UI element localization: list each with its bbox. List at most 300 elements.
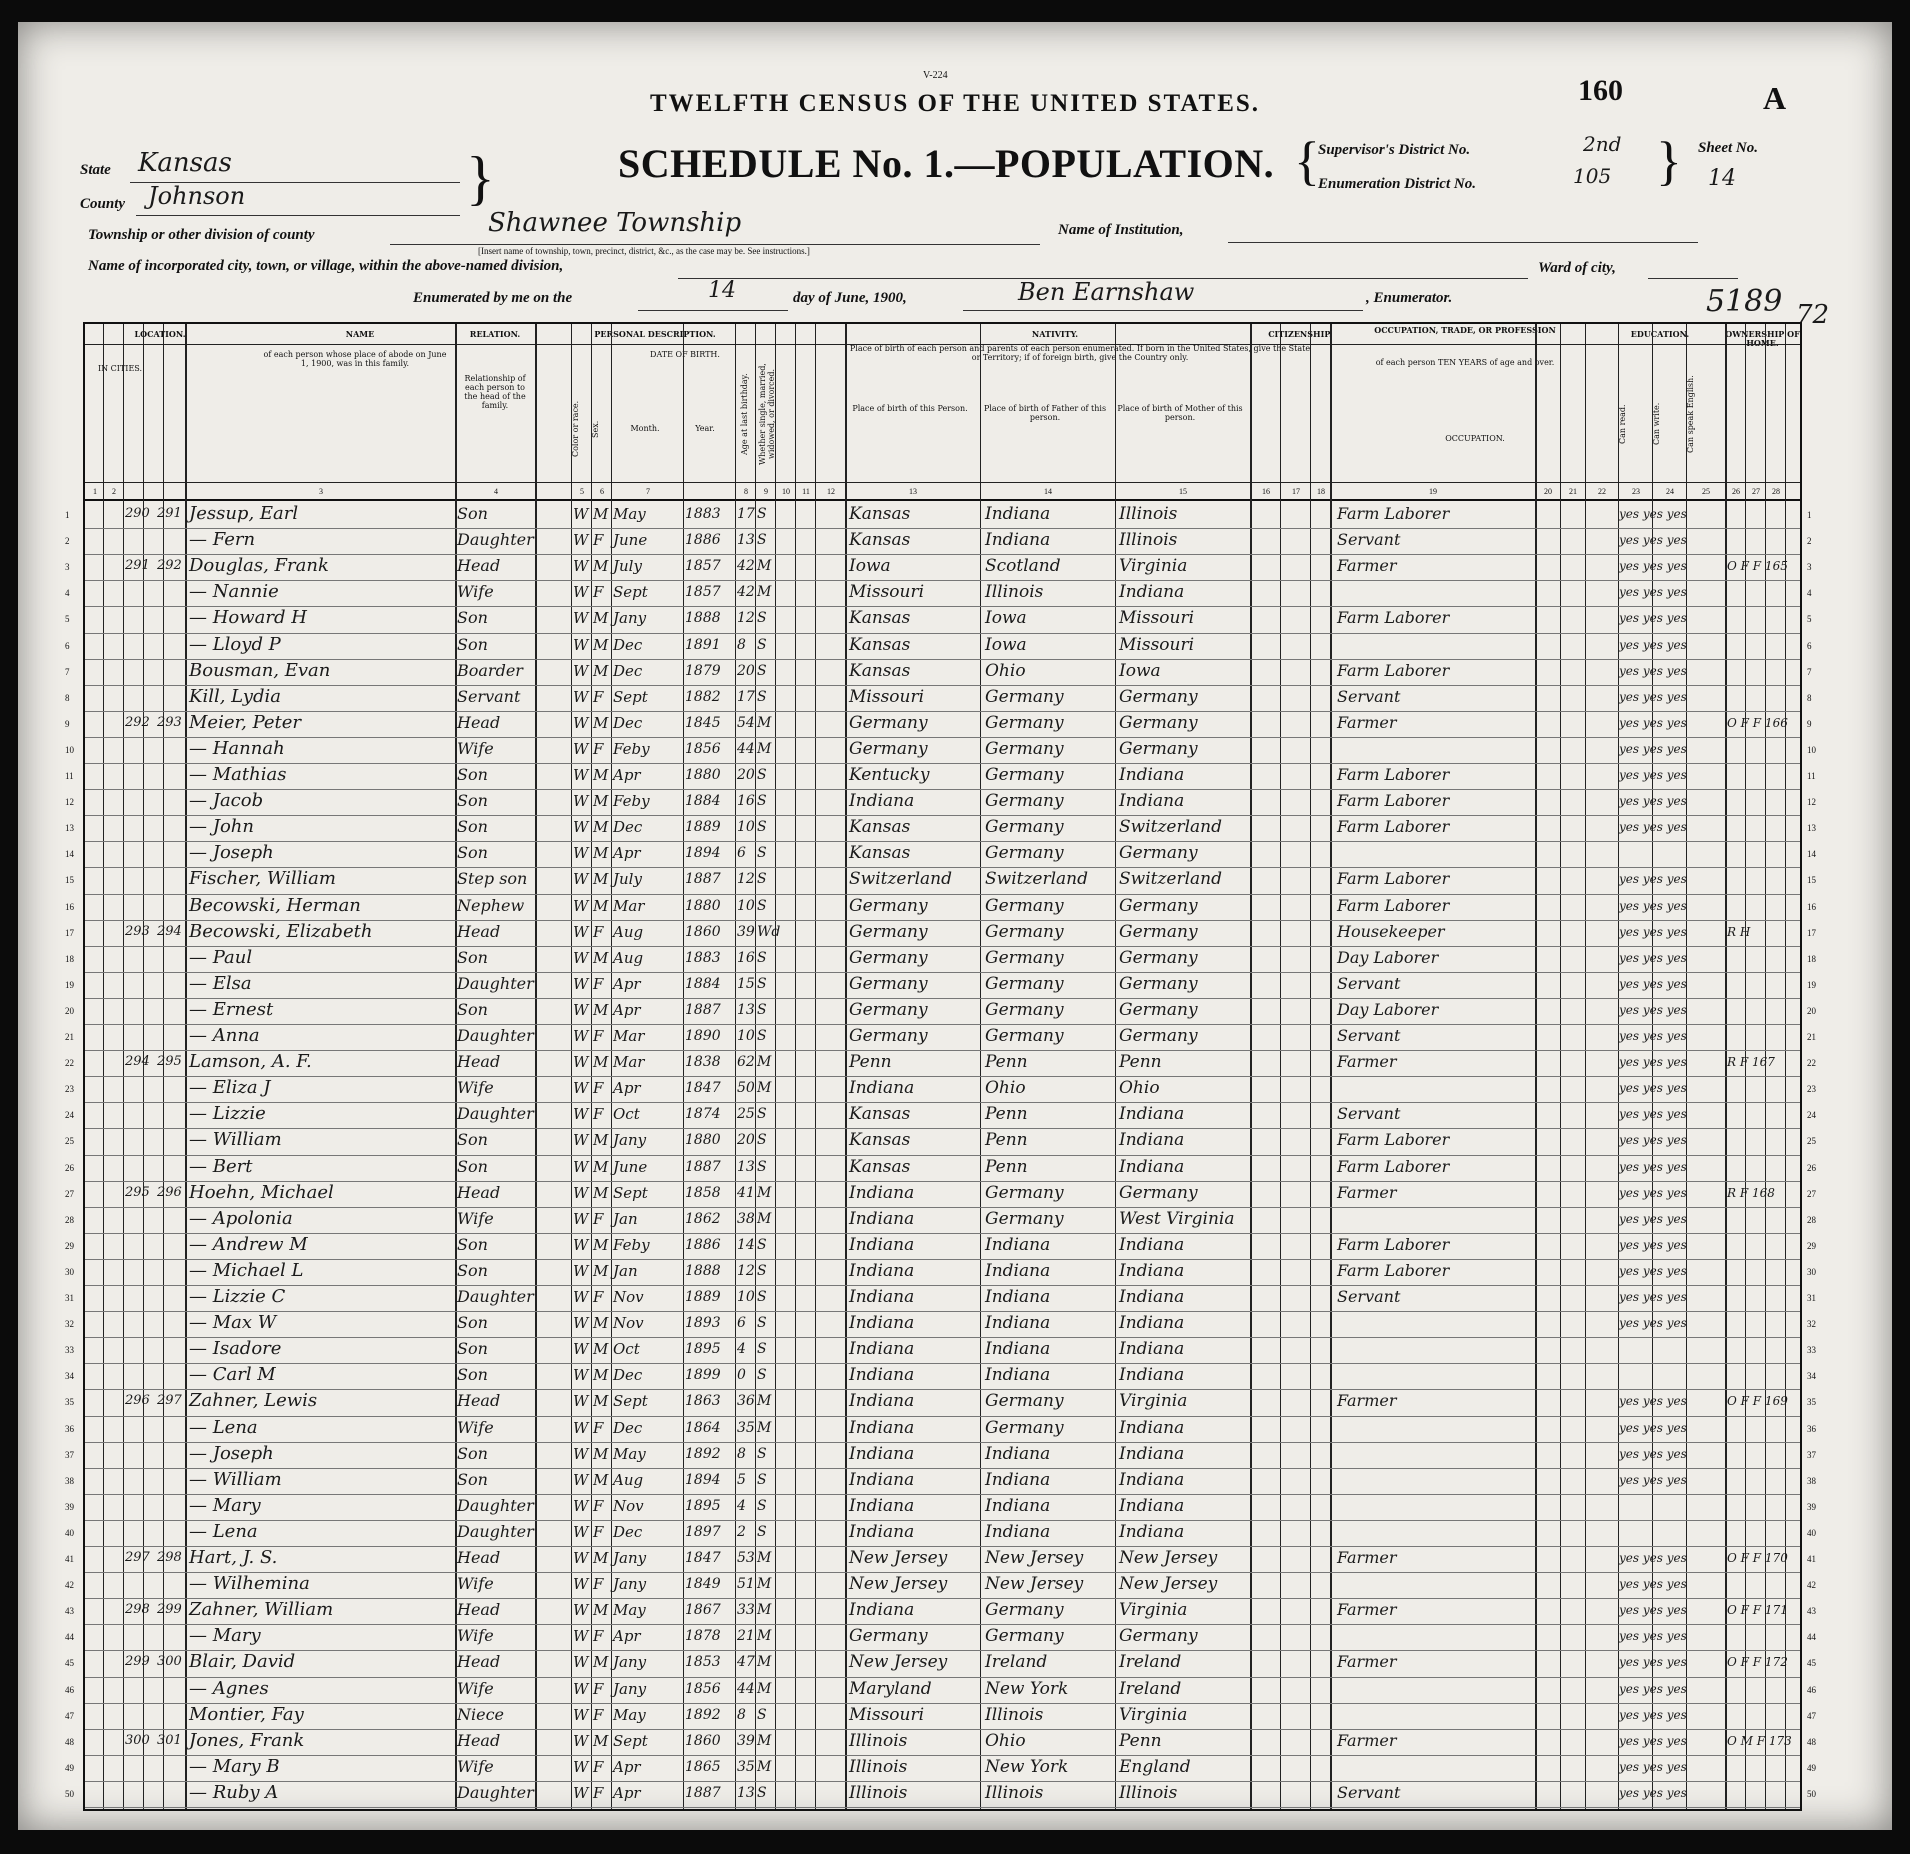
column-divider [683, 324, 684, 1809]
birthplace-person: Germany [849, 973, 928, 994]
enumerator-label: , Enumerator. [1366, 290, 1453, 306]
row-line [85, 1468, 1800, 1469]
color-race: W [573, 557, 589, 576]
sex: F [593, 1783, 604, 1802]
column-divider [1560, 324, 1561, 1809]
state-label: State [80, 162, 111, 178]
birthplace-mother: New Jersey [1119, 1548, 1218, 1568]
row-number-right: 24 [1807, 1110, 1816, 1121]
occupation: Farm Laborer [1337, 660, 1450, 680]
row-line [85, 1781, 1800, 1782]
birth-month: Dec [613, 818, 643, 837]
row-line [85, 1102, 1800, 1103]
education: yes yes yes [1619, 1133, 1687, 1148]
column-divider [980, 324, 981, 1809]
sex: M [593, 1157, 609, 1176]
age: 10 [737, 1289, 755, 1305]
right-brace-open: { [1294, 131, 1320, 191]
row-number-left: 20 [65, 1005, 74, 1016]
row-number-right: 50 [1807, 1788, 1816, 1799]
birth-year: 1883 [685, 506, 721, 522]
birthplace-mother: Indiana [1119, 1417, 1185, 1438]
education: yes yes yes [1619, 689, 1687, 704]
person-name: — Agnes [189, 1677, 269, 1699]
person-name: — Joseph [189, 842, 274, 864]
birthplace-mother: New Jersey [1119, 1574, 1218, 1595]
occupation: Servant [1337, 1104, 1401, 1124]
education: yes yes yes [1619, 637, 1687, 652]
row-number-right: 40 [1807, 1527, 1816, 1538]
occupation: Farm Laborer [1337, 1156, 1450, 1176]
marital-status: S [757, 1341, 767, 1358]
birthplace-father: Indiana [985, 1313, 1051, 1334]
person-name: — Ernest [189, 998, 274, 1020]
can-speak-head: Can speak English. [1686, 375, 1695, 453]
family-number: 301 [157, 1732, 182, 1748]
birth-year: 1880 [685, 767, 721, 783]
color-race: W [573, 1496, 589, 1515]
education: yes yes yes [1619, 1446, 1687, 1461]
birthplace-mother: Virginia [1119, 1391, 1188, 1412]
education: yes yes yes [1619, 741, 1687, 756]
family-number: 293 [157, 714, 182, 730]
birthplace-father: Germany [985, 947, 1064, 968]
birthplace-mother: Virginia [1119, 556, 1188, 577]
person-name: — Lena [189, 1416, 258, 1438]
occupation: Farmer [1337, 1052, 1397, 1072]
relation: Head [457, 921, 501, 941]
enumerated-day: 14 [708, 278, 736, 303]
birth-year: 1847 [685, 1550, 721, 1566]
education: yes yes yes [1619, 1394, 1687, 1409]
birthplace-mother: Germany [1119, 1026, 1198, 1046]
age: 21 [737, 1628, 755, 1645]
birth-year: 1884 [685, 975, 721, 992]
color-race: W [573, 1105, 589, 1124]
marital-status: M [757, 1210, 772, 1227]
birthplace-person: Penn [849, 1052, 892, 1073]
sheet-value: 14 [1708, 166, 1736, 191]
sex: F [593, 1496, 604, 1515]
birth-month: Dec [613, 661, 643, 680]
education: yes yes yes [1619, 1681, 1687, 1696]
birth-year: 1889 [685, 819, 721, 836]
birthplace-mother: West Virginia [1119, 1208, 1235, 1229]
row-number-right: 17 [1807, 927, 1816, 938]
birth-year: 1880 [685, 897, 721, 914]
row-number-right: 34 [1807, 1371, 1816, 1382]
birthplace-father: Germany [985, 1626, 1064, 1647]
sex: M [593, 1366, 609, 1385]
column-divider [1330, 324, 1332, 1809]
color-race: W [573, 818, 589, 837]
birth-year: 1874 [685, 1106, 721, 1123]
sex: M [593, 1470, 609, 1489]
birth-month: Nov [613, 1314, 644, 1333]
birthplace-person: Indiana [849, 1182, 915, 1203]
enumeration-value: 105 [1573, 164, 1612, 188]
birthplace-father: Penn [985, 1104, 1028, 1125]
sex: F [593, 531, 604, 550]
education: yes yes yes [1619, 768, 1687, 782]
birthplace-father: Germany [985, 1208, 1064, 1229]
birth-month: Sept [613, 687, 648, 706]
row-number-left: 13 [65, 823, 74, 834]
age: 13 [737, 1001, 755, 1018]
person-name: — Max W [189, 1312, 277, 1334]
birthplace-father: Iowa [985, 634, 1027, 655]
person-name: — John [189, 816, 254, 838]
birth-year: 1862 [685, 1210, 721, 1227]
family-number: 297 [157, 1393, 182, 1409]
row-number-right: 32 [1807, 1319, 1816, 1330]
color-race: W [573, 1783, 589, 1802]
row-number-right: 33 [1807, 1345, 1816, 1356]
color-race: W [573, 766, 589, 784]
birthplace-father: Ohio [985, 1078, 1026, 1099]
birth-year: 1863 [685, 1393, 721, 1410]
education: yes yes yes [1619, 1263, 1687, 1278]
age: 12 [737, 871, 755, 888]
institution-line [1228, 242, 1698, 243]
dwelling-number: 297 [125, 1550, 150, 1565]
month-head: Month. [630, 424, 660, 433]
marital-status: S [757, 506, 767, 522]
color-race: W [573, 1549, 589, 1567]
margin-number-b: 72 [1796, 300, 1830, 330]
birthplace-person: Indiana [849, 1469, 915, 1490]
birthplace-father: Penn [985, 1130, 1028, 1151]
birth-month: Feby [613, 792, 650, 811]
township-note: [Insert name of township, town, precinct, district, &c., as the case may be. See instructions.] [478, 246, 810, 256]
occupation: Housekeeper [1337, 921, 1445, 941]
row-line [85, 1755, 1800, 1756]
marital-status: S [757, 793, 767, 810]
relation: Head [457, 1548, 501, 1567]
person-name: — Apolonia [189, 1207, 293, 1229]
row-number-left: 47 [65, 1710, 74, 1721]
enumeration-label: Enumeration District No. [1318, 176, 1476, 192]
occupation: Farm Laborer [1337, 869, 1450, 889]
marital-status: S [757, 1132, 767, 1149]
birth-year: 1865 [685, 1758, 721, 1775]
day-line [638, 310, 788, 311]
group-relation: RELATION. [469, 329, 521, 339]
age-head: Age at last birthday. [740, 373, 749, 455]
birth-month: Feby [613, 739, 650, 758]
row-line [85, 1416, 1800, 1417]
birthplace-father: New Jersey [985, 1574, 1084, 1595]
birth-year: 1892 [685, 1445, 721, 1462]
enumerated-mid: day of June, 1900, [793, 290, 907, 306]
relation: Son [457, 608, 488, 628]
row-line [85, 1677, 1800, 1678]
marital-status: M [757, 1550, 772, 1566]
row-number-left: 14 [65, 849, 74, 860]
birth-year: 1887 [685, 1784, 721, 1801]
birth-father-head: Place of birth of Father of this person. [983, 404, 1107, 422]
family-number: 295 [157, 1054, 182, 1070]
group-ownership: OWNERSHIP OF HOME. [1725, 329, 1800, 348]
row-line [85, 815, 1800, 816]
relation: Son [457, 1443, 488, 1463]
birthplace-father: Germany [985, 973, 1064, 994]
birth-year: 1895 [685, 1341, 721, 1358]
color-race: W [573, 1131, 589, 1150]
occupation: Farm Laborer [1337, 1234, 1450, 1254]
age: 14 [737, 1236, 755, 1253]
education: yes yes yes [1619, 1759, 1687, 1774]
birthplace-person: Indiana [849, 1521, 915, 1542]
person-name: Meier, Peter [189, 711, 302, 733]
row-number-right: 36 [1807, 1423, 1816, 1434]
birth-mother-head: Place of birth of Mother of this person. [1117, 404, 1243, 422]
sex: F [593, 1757, 604, 1776]
occupation: Servant [1337, 530, 1401, 550]
row-number-right: 39 [1807, 1501, 1816, 1512]
person-name: Blair, David [189, 1651, 296, 1673]
occupation: Servant [1337, 1026, 1401, 1045]
age: 20 [737, 662, 755, 679]
education: yes yes yes [1619, 1055, 1687, 1070]
supervisor-label: Supervisor's District No. [1318, 142, 1471, 158]
row-number-right: 43 [1807, 1606, 1816, 1617]
row-number-left: 7 [65, 666, 70, 677]
birthplace-mother: Germany [1119, 738, 1198, 759]
row-number-left: 25 [65, 1136, 74, 1147]
row-line [85, 789, 1800, 790]
sex-head: Sex. [591, 420, 600, 438]
row-line [85, 1076, 1800, 1077]
birth-year: 1883 [685, 949, 721, 966]
education: yes yes yes [1619, 1159, 1687, 1174]
row-number-right: 2 [1807, 536, 1812, 547]
person-name: — Lloyd P [189, 633, 281, 655]
row-line [85, 1520, 1800, 1521]
occupation: Day Laborer [1337, 999, 1439, 1019]
birth-year: 1894 [685, 1471, 721, 1488]
row-number-left: 17 [65, 927, 74, 938]
occupation: Servant [1337, 973, 1401, 993]
sex: M [593, 792, 609, 811]
birthplace-mother: Indiana [1119, 1234, 1185, 1255]
age: 8 [737, 1706, 746, 1723]
birthplace-mother: Indiana [1119, 791, 1185, 812]
row-number-left: 19 [65, 979, 74, 990]
birthplace-father: Scotland [985, 556, 1061, 577]
age: 39 [737, 1732, 755, 1749]
column-divider [1585, 324, 1586, 1809]
relation: Son [457, 791, 488, 811]
relation: Head [457, 1730, 501, 1750]
relation: Daughter [457, 1287, 534, 1306]
birthplace-father: Indiana [985, 1260, 1051, 1281]
relation: Son [457, 1130, 488, 1150]
row-line [85, 1363, 1800, 1364]
column-number: 14 [1044, 487, 1052, 496]
column-number: 16 [1262, 487, 1270, 496]
color-race: W [573, 1757, 589, 1776]
birthplace-father: Illinois [985, 1782, 1044, 1803]
sex: F [593, 922, 604, 941]
enumerator-line [963, 310, 1363, 311]
census-title: TWELFTH CENSUS OF THE UNITED STATES. [649, 90, 1261, 117]
relation: Daughter [457, 1782, 534, 1802]
birthplace-person: Germany [849, 738, 928, 759]
birth-month: Jany [613, 1131, 647, 1150]
row-line [85, 1337, 1800, 1338]
color-race: W [573, 1209, 589, 1228]
column-number: 7 [646, 487, 650, 496]
birthplace-person: Kansas [849, 1156, 911, 1177]
census-sheet [18, 22, 1892, 1830]
birthplace-father: Ohio [985, 1730, 1026, 1751]
county-label: County [80, 196, 126, 212]
marital-head: Whether single, married, widowed, or divorced. [758, 363, 776, 465]
occupation: Farm Laborer [1337, 608, 1450, 628]
color-race: W [573, 1235, 589, 1254]
schedule-title: SCHEDULE No. 1.—POPULATION. [618, 141, 1275, 186]
sex: M [593, 1261, 609, 1280]
age: 17 [737, 506, 755, 522]
age: 6 [737, 845, 746, 862]
birthplace-mother: Penn [1119, 1052, 1162, 1073]
birth-month: Nov [613, 1288, 644, 1306]
birth-month: Apr [613, 1000, 641, 1019]
marital-status: Wd [757, 923, 781, 940]
birth-month: May [613, 1705, 646, 1724]
age: 16 [737, 949, 755, 966]
row-number-right: 5 [1807, 614, 1812, 625]
column-number: 15 [1179, 487, 1187, 496]
relation: Wife [457, 1756, 494, 1776]
birthplace-person: Indiana [849, 1313, 915, 1334]
population-table [65, 322, 1816, 1811]
birthplace-person: Illinois [849, 1730, 908, 1751]
education: yes yes yes [1619, 1211, 1687, 1226]
row-line [85, 1650, 1800, 1651]
birth-month: Jan [613, 1261, 638, 1280]
row-number-right: 11 [1807, 771, 1816, 781]
color-race: W [573, 1470, 589, 1489]
row-number-right: 19 [1807, 979, 1816, 990]
column-number: 12 [827, 487, 835, 496]
row-number-right: 20 [1807, 1005, 1816, 1016]
birthplace-mother: Indiana [1119, 1104, 1185, 1125]
birthplace-person: Germany [849, 947, 928, 968]
age: 38 [737, 1210, 755, 1227]
sex: M [593, 1314, 609, 1333]
birthplace-person: Kansas [849, 530, 911, 551]
person-name: Zahner, William [189, 1599, 334, 1621]
township-line [390, 244, 1040, 245]
home-ownership: O F F 170 [1727, 1551, 1788, 1565]
row-line [85, 1703, 1800, 1704]
birth-year: 1892 [685, 1706, 721, 1723]
column-number: 9 [764, 487, 768, 496]
dwelling-number: 299 [125, 1654, 150, 1670]
occupation-head: OCCUPATION. [1445, 434, 1505, 443]
birth-month: May [613, 1444, 646, 1463]
row-number-left: 40 [65, 1527, 74, 1538]
row-number-right: 15 [1807, 875, 1816, 886]
row-number-right: 44 [1807, 1632, 1816, 1643]
color-race: W [573, 1679, 589, 1698]
age: 47 [737, 1654, 755, 1671]
education: yes yes yes [1619, 1420, 1687, 1435]
group-location: LOCATION. [134, 329, 186, 339]
birthplace-person: Indiana [849, 1417, 915, 1438]
birth-month: Jany [613, 1549, 647, 1567]
column-divider [1280, 324, 1281, 1809]
row-number-left: 50 [65, 1788, 74, 1799]
sex: F [593, 1627, 604, 1646]
sex: M [593, 505, 609, 523]
occupation-desc: of each person TEN YEARS of age and over. [1375, 358, 1555, 367]
age: 12 [737, 1262, 755, 1279]
education: yes yes yes [1619, 950, 1687, 965]
education: yes yes yes [1619, 1472, 1687, 1487]
relation: Son [457, 843, 488, 863]
institution-label: Name of Institution, [1058, 222, 1184, 238]
sex: M [593, 1444, 609, 1463]
row-line [85, 1311, 1800, 1312]
row-number-left: 38 [65, 1475, 74, 1486]
marital-status: S [757, 871, 767, 888]
header-divider-1 [85, 344, 1800, 345]
row-number-left: 10 [65, 744, 74, 755]
relation: Head [457, 1600, 501, 1620]
birth-year: 1864 [685, 1419, 721, 1436]
relation: Daughter [457, 1026, 534, 1045]
birthplace-father: Germany [985, 999, 1064, 1020]
marital-status: S [757, 610, 767, 627]
education: yes yes yes [1619, 1316, 1687, 1331]
row-line [85, 1546, 1800, 1547]
birthplace-mother: Indiana [1119, 1469, 1185, 1490]
marital-status: S [757, 1523, 767, 1540]
row-number-right: 18 [1807, 953, 1816, 964]
birth-month: Aug [613, 948, 644, 967]
row-line [85, 711, 1800, 712]
column-divider [535, 324, 537, 1809]
birthplace-mother: Germany [1119, 843, 1198, 864]
marital-status: M [757, 1680, 772, 1697]
birthplace-person: Germany [849, 1626, 928, 1647]
color-race: W [573, 531, 589, 550]
age: 20 [737, 1132, 755, 1149]
birth-month: Nov [613, 1496, 644, 1515]
color-race: W [573, 792, 589, 811]
column-divider [611, 324, 612, 1809]
dwelling-number: 295 [125, 1184, 150, 1200]
row-line [85, 1050, 1800, 1051]
birthplace-person: Maryland [849, 1678, 932, 1699]
person-name: Fischer, William [189, 868, 336, 890]
occupation: Servant [1337, 1287, 1401, 1306]
age: 35 [737, 1758, 755, 1775]
person-name: — William [189, 1129, 282, 1151]
age: 42 [737, 584, 755, 601]
birth-month: July [613, 557, 642, 576]
column-divider [1250, 324, 1252, 1809]
column-divider [591, 324, 592, 1809]
birth-month: Mar [613, 1053, 645, 1072]
age: 41 [737, 1184, 755, 1201]
person-name: — Wilhemina [189, 1573, 310, 1595]
birth-month: Jany [613, 1653, 647, 1672]
birthplace-mother: Germany [1119, 686, 1198, 707]
